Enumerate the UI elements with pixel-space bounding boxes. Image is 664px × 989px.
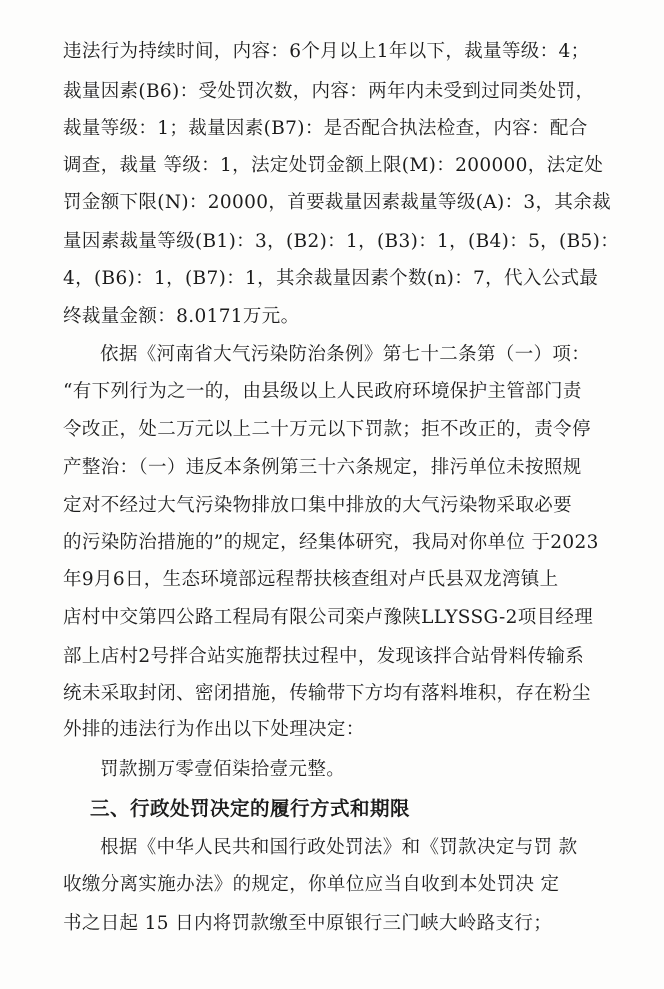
- paragraph-line: 违法行为持续时间，内容：6个月以上1年以下，裁量等级：4；: [63, 41, 590, 62]
- paragraph-line: 年9月6日，生态环境部远程帮扶核查组对卢氏县双龙湾镇上: [63, 569, 559, 590]
- paragraph-line: 罚金额下限(N)：20000，首要裁量因素裁量等级(A)：3，其余裁: [63, 192, 611, 213]
- paragraph-line: 根据《中华人民共和国行政处罚法》和《罚款决定与罚 款: [100, 837, 578, 858]
- paragraph-line: 裁量因素(B6)：受处罚次数，内容：两年内未受到过同类处罚，: [63, 81, 595, 102]
- paragraph-line: 依据《河南省大气污染防治条例》第七十二条第（一）项：: [100, 344, 591, 365]
- paragraph-line: 令改正，处二万元以上二十万元以下罚款；拒不改正的，责令停: [63, 419, 591, 440]
- paragraph-line: 产整治：（一）违反本条例第三十六条规定，排污单位未按照规: [63, 457, 582, 478]
- paragraph-line: 外排的违法行为作出以下处理决定：: [63, 719, 365, 740]
- paragraph-line: 书之日起 15 日内将罚款缴至中原银行三门峡大岭路支行；: [63, 913, 553, 934]
- section-heading: 三、行政处罚决定的履行方式和期限: [90, 797, 411, 820]
- paragraph-line: 量因素裁量等级(B1)：3，(B2)：1，(B3)：1，(B4)：5，(B5)：: [63, 231, 620, 252]
- paragraph-line: 裁量等级：1；裁量因素(B7)：是否配合执法检查，内容：配合: [63, 118, 588, 139]
- paragraph-line: 4，(B6)：1，(B7)：1，其余裁量因素个数(n)：7，代入公式最: [63, 268, 599, 289]
- paragraph-line: 统未采取封闭、密闭措施，传输带下方均有落料堆积，存在粉尘: [63, 683, 591, 704]
- penalty-amount-line: 罚款捌万零壹佰柒拾壹元整。: [100, 759, 346, 780]
- paragraph-line: 店村中交第四公路工程局有限公司栾卢豫陕LLYSSG-2项目经理: [63, 607, 594, 628]
- paragraph-line: 定对不经过大气污染物排放口集中排放的大气污染物采取必要: [63, 495, 572, 516]
- paragraph-line: 收缴分离实施办法》的规定，你单位应当自收到本处罚决 定: [63, 874, 560, 895]
- paragraph-line: 的污染防治措施的”的规定，经集体研究，我局对你单位 于2023: [63, 532, 599, 553]
- paragraph-line: 终裁量金额：8.0171万元。: [63, 306, 300, 327]
- paragraph-line: 部上店村2号拌合站实施帮扶过程中，发现该拌合站骨料传输系: [63, 646, 585, 667]
- paragraph-line: 调查，裁量 等级：1，法定处罚金额上限(M)：200000，法定处: [63, 155, 604, 176]
- paragraph-line: “有下列行为之一的，由县级以上人民政府环境保护主管部门责: [63, 381, 582, 402]
